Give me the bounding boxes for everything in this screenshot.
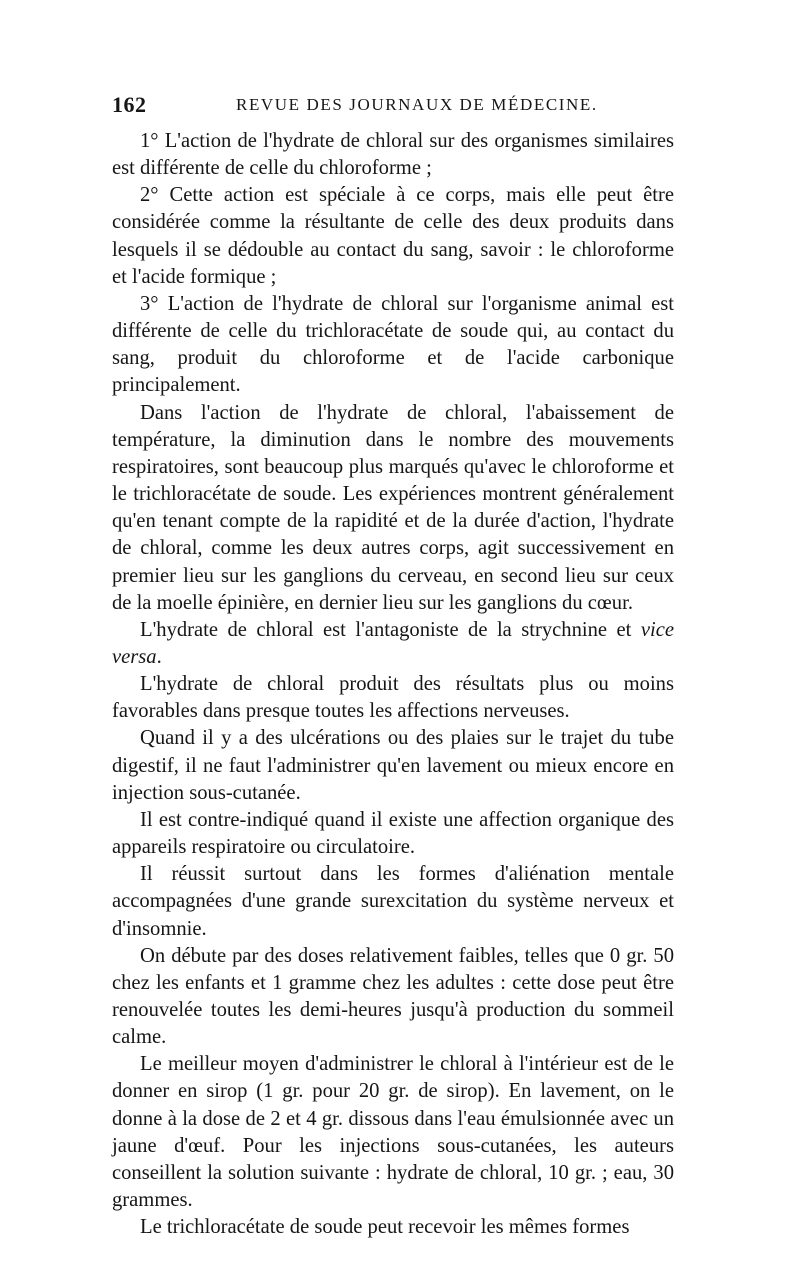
paragraph-alienation: Il réussit surtout dans les formes d'aliénation mentale accompagnées d'une grande surexcitation du système nerveux et d'insomnie.: [112, 863, 674, 940]
paragraph-ulcerations: Quand il y a des ulcérations ou des plaies sur le trajet du tube digestif, il ne faut l'administrer qu'en lavement ou mieux encore en injection sous-cutanée.: [112, 727, 674, 804]
paragraph-trichloracetate: Le trichloracétate de soude peut recevoir les mêmes formes: [140, 1216, 630, 1239]
vice-versa-text: vice versa: [112, 618, 674, 668]
article-body: [112, 128, 674, 1241]
paragraph-temperature: Dans l'action de l'hydrate de chloral, l'abaissement de température, la diminution dans le nombre des mouvements respiratoires, sont beaucoup plus marqués qu'avec le chloroforme et le trichloracétate de soude. Les expériences montrent généralement qu'en tenant compte de la rapidité et de la durée d'action, l'hydrate de chloral, comme les deux autres corps, agit successivement en premier lieu sur les ganglions du cerveau, en second lieu sur ceux de la moelle épinière, en dernier lieu sur les ganglions du cœur.: [112, 401, 674, 614]
paragraph-administration: Le meilleur moyen d'administrer le chloral à l'intérieur est de le donner en sirop (1 gr. pour 20 gr. de sirop). En lavement, on le donne à la dose de 2 et 4 gr. dissous dans l'eau émulsionnée avec un jaune d'œuf. Pour les injections sous-cutanées, les auteurs conseillent la solution suivante : hydrate de chloral, 10 gr. ; eau, 30 grammes.: [112, 1053, 674, 1212]
strychnine-end: .: [156, 645, 162, 668]
conclusion-3: 3° L'action de l'hydrate de chloral sur l'organisme animal est différente de celle du trichloracétate de soude qui, au contact du sang, produit du chloroforme et de l'acide carbonique principalement.: [112, 292, 674, 397]
strychnine-text: L'hydrate de chloral est l'antagoniste de la strychnine et: [140, 618, 632, 641]
running-title: REVUE DES JOURNAUX DE MÉDECINE.: [236, 95, 598, 114]
conclusion-2: 2° Cette action est spéciale à ce corps, mais elle peut être considérée comme la résultante de celle des deux produits dans lesquels il se dédouble au contact du sang, savoir : le chloroforme et l'acide formique ;: [112, 184, 674, 288]
page-header: [112, 92, 674, 118]
paragraph-nervous-affections: L'hydrate de chloral produit des résultats plus ou moins favorables dans presque toutes les affections nerveuses.: [112, 673, 674, 723]
paragraph-doses: On débute par des doses relativement faibles, telles que 0 gr. 50 chez les enfants et 1 gramme chez les adultes : cette dose peut être renouvelée toutes les demi-heures jusqu'à production du sommeil calme.: [112, 944, 674, 1049]
page-number: 162: [112, 92, 147, 117]
paragraph-contraindication: Il est contre-indiqué quand il existe une affection organique des appareils respiratoire ou circulatoire.: [112, 808, 674, 859]
paragraph-strychnine: [112, 617, 674, 671]
conclusion-1: 1° L'action de l'hydrate de chloral sur des organismes similaires est différente de celle du chloroforme ;: [112, 130, 674, 180]
